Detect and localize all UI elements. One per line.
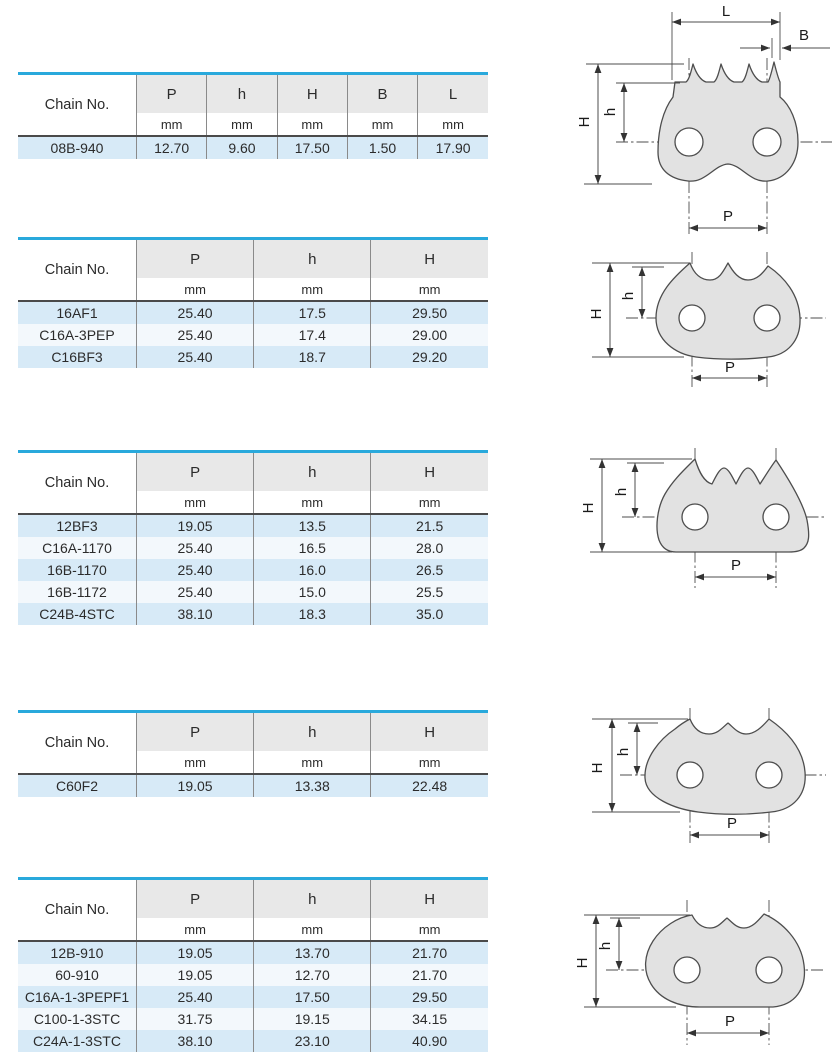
column-header-P: P <box>137 74 207 114</box>
chain-no-header: Chain No. <box>18 239 137 302</box>
value-cell: 25.40 <box>137 324 254 346</box>
value-cell: 9.60 <box>207 136 277 159</box>
table-row <box>18 514 488 537</box>
value-cell: 17.90 <box>418 136 488 159</box>
chain-no-cell: C16A-1170 <box>42 540 112 556</box>
table-row <box>18 537 488 559</box>
column-header-H: H <box>277 74 347 114</box>
unit-cell: mm <box>371 751 488 774</box>
table-row <box>18 559 488 581</box>
chain-spec-table-2 <box>18 237 488 368</box>
column-header-h: h <box>207 74 277 114</box>
column-header-P: P <box>137 452 254 492</box>
dim-label-H: H <box>589 762 606 774</box>
table-row <box>18 986 488 1008</box>
column-header-H: H <box>371 239 488 279</box>
value-cell: 31.75 <box>137 1008 254 1030</box>
dim-label-h: h <box>613 487 630 497</box>
chain-no-cell: 16B-1170 <box>47 562 107 578</box>
chain-no-header: Chain No. <box>18 879 137 942</box>
value-cell: 1.50 <box>347 136 417 159</box>
dim-label-L: L <box>721 3 731 20</box>
table-row <box>18 136 488 159</box>
column-header-H: H <box>371 712 488 752</box>
table-row <box>18 1008 488 1030</box>
value-cell: 38.10 <box>137 603 254 625</box>
unit-cell: mm <box>371 491 488 514</box>
table-row <box>18 1030 488 1052</box>
value-cell: 12.70 <box>254 964 371 986</box>
dimension-L <box>672 3 780 80</box>
unit-cell: mm <box>371 918 488 941</box>
unit-cell: mm <box>137 918 254 941</box>
dim-label-P: P <box>722 208 734 225</box>
dim-label-H: H <box>576 116 593 128</box>
unit-cell: mm <box>137 491 254 514</box>
value-cell: 21.70 <box>371 941 488 964</box>
dim-label-P: P <box>724 359 736 376</box>
plate-shape <box>658 62 798 181</box>
column-header-h: h <box>254 452 371 492</box>
value-cell: 16.0 <box>254 559 371 581</box>
chain-no-cell: C100-1-3STC <box>33 1011 121 1027</box>
dim-label-h: h <box>597 941 614 951</box>
value-cell: 29.20 <box>371 346 488 368</box>
value-cell: 18.3 <box>254 603 371 625</box>
value-cell: 13.70 <box>254 941 371 964</box>
pin-hole <box>674 957 700 983</box>
value-cell: 18.7 <box>254 346 371 368</box>
dimension-h <box>597 918 640 970</box>
dimension-P <box>695 557 776 577</box>
value-cell: 15.0 <box>254 581 371 603</box>
chain-plate-diagram-4 <box>572 690 832 852</box>
value-cell: 22.48 <box>371 774 488 797</box>
value-cell: 16.5 <box>254 537 371 559</box>
column-header-B: B <box>347 74 417 114</box>
dimension-P <box>692 359 767 378</box>
chain-no-cell: C60F2 <box>55 778 99 794</box>
chain-plate-diagram-5 <box>572 870 832 1055</box>
value-cell: 17.5 <box>254 301 371 324</box>
plate-shape <box>657 459 809 552</box>
dimension-h <box>613 463 664 517</box>
chain-no-cell: 12BF3 <box>56 518 98 534</box>
dimension-P <box>690 815 769 835</box>
unit-cell: mm <box>347 113 417 136</box>
chain-no-cell: C16BF3 <box>51 349 103 365</box>
pin-hole <box>756 762 782 788</box>
dim-label-H: H <box>588 308 605 320</box>
value-cell: 29.00 <box>371 324 488 346</box>
pin-hole <box>753 128 781 156</box>
table-row <box>18 581 488 603</box>
chain-spec-table-5 <box>18 877 488 1052</box>
chain-no-cell: 12B-910 <box>50 945 104 961</box>
dim-label-P: P <box>730 557 742 574</box>
table-row <box>18 324 488 346</box>
value-cell: 29.50 <box>371 301 488 324</box>
dimension-P <box>687 1013 769 1033</box>
unit-cell: mm <box>277 113 347 136</box>
chain-plate-diagram-3 <box>572 440 832 600</box>
dim-label-H: H <box>580 502 597 514</box>
value-cell: 12.70 <box>137 136 207 159</box>
pin-hole <box>763 504 789 530</box>
table-row <box>18 301 488 324</box>
value-cell: 38.10 <box>137 1030 254 1052</box>
chain-no-cell: C24A-1-3STC <box>33 1033 121 1049</box>
chain-spec-table-4 <box>18 710 488 797</box>
column-header-h: h <box>254 712 371 752</box>
value-cell: 21.70 <box>371 964 488 986</box>
dimension-B <box>740 27 830 58</box>
table-row <box>18 941 488 964</box>
dim-label-h: h <box>620 291 637 301</box>
pin-hole <box>756 957 782 983</box>
value-cell: 19.05 <box>137 964 254 986</box>
chain-no-cell: 16AF1 <box>56 305 98 321</box>
chain-no-header: Chain No. <box>18 452 137 515</box>
pin-hole <box>679 305 705 331</box>
table-row <box>18 346 488 368</box>
chain-no-cell: 60-910 <box>55 967 99 983</box>
column-header-h: h <box>254 239 371 279</box>
value-cell: 13.5 <box>254 514 371 537</box>
unit-cell: mm <box>137 278 254 301</box>
value-cell: 17.50 <box>254 986 371 1008</box>
value-cell: 21.5 <box>371 514 488 537</box>
value-cell: 25.5 <box>371 581 488 603</box>
column-header-h: h <box>254 879 371 919</box>
unit-cell: mm <box>254 491 371 514</box>
value-cell: 17.4 <box>254 324 371 346</box>
value-cell: 25.40 <box>137 301 254 324</box>
unit-cell: mm <box>371 278 488 301</box>
pin-hole <box>675 128 703 156</box>
chain-spec-table-3 <box>18 450 488 625</box>
column-header-H: H <box>371 879 488 919</box>
value-cell: 28.0 <box>371 537 488 559</box>
pin-hole <box>754 305 780 331</box>
value-cell: 19.15 <box>254 1008 371 1030</box>
chain-no-cell: 08B-940 <box>50 140 104 156</box>
column-header-L: L <box>418 74 488 114</box>
value-cell: 19.05 <box>137 941 254 964</box>
column-header-P: P <box>137 239 254 279</box>
value-cell: 13.38 <box>254 774 371 797</box>
value-cell: 29.50 <box>371 986 488 1008</box>
column-header-P: P <box>137 712 254 752</box>
chain-no-cell: 16B-1172 <box>47 584 107 600</box>
value-cell: 23.10 <box>254 1030 371 1052</box>
value-cell: 40.90 <box>371 1030 488 1052</box>
chain-no-cell: C16A-1-3PEPF1 <box>24 989 130 1005</box>
plate-shape <box>645 719 805 814</box>
column-header-H: H <box>371 452 488 492</box>
plate-shape <box>646 914 805 1007</box>
value-cell: 25.40 <box>137 581 254 603</box>
unit-cell: mm <box>207 113 277 136</box>
value-cell: 34.15 <box>371 1008 488 1030</box>
dimension-P <box>689 208 767 228</box>
dim-label-B: B <box>798 27 810 44</box>
table-row <box>18 603 488 625</box>
dim-label-P: P <box>726 815 738 832</box>
dim-label-P: P <box>724 1013 736 1030</box>
pin-hole <box>682 504 708 530</box>
chain-no-header: Chain No. <box>18 712 137 775</box>
dim-label-H: H <box>574 957 591 969</box>
chain-plate-diagram-1 <box>572 0 832 240</box>
pin-hole <box>677 762 703 788</box>
unit-cell: mm <box>254 918 371 941</box>
chain-no-cell: C24B-4STC <box>39 606 115 622</box>
value-cell: 19.05 <box>137 774 254 797</box>
table-row <box>18 964 488 986</box>
chain-no-cell: C16A-3PEP <box>39 327 115 343</box>
value-cell: 25.40 <box>137 346 254 368</box>
chain-spec-table-1 <box>18 72 488 159</box>
unit-cell: mm <box>254 751 371 774</box>
chain-plate-diagram-2 <box>572 230 832 398</box>
dim-label-h: h <box>602 107 619 117</box>
value-cell: 25.40 <box>137 537 254 559</box>
value-cell: 17.50 <box>277 136 347 159</box>
chain-no-header: Chain No. <box>18 74 137 137</box>
value-cell: 35.0 <box>371 603 488 625</box>
value-cell: 25.40 <box>137 986 254 1008</box>
table-row <box>18 774 488 797</box>
unit-cell: mm <box>418 113 488 136</box>
unit-cell: mm <box>137 113 207 136</box>
value-cell: 19.05 <box>137 514 254 537</box>
column-header-P: P <box>137 879 254 919</box>
unit-cell: mm <box>137 751 254 774</box>
unit-cell: mm <box>254 278 371 301</box>
dim-label-h: h <box>615 747 632 757</box>
value-cell: 25.40 <box>137 559 254 581</box>
value-cell: 26.5 <box>371 559 488 581</box>
